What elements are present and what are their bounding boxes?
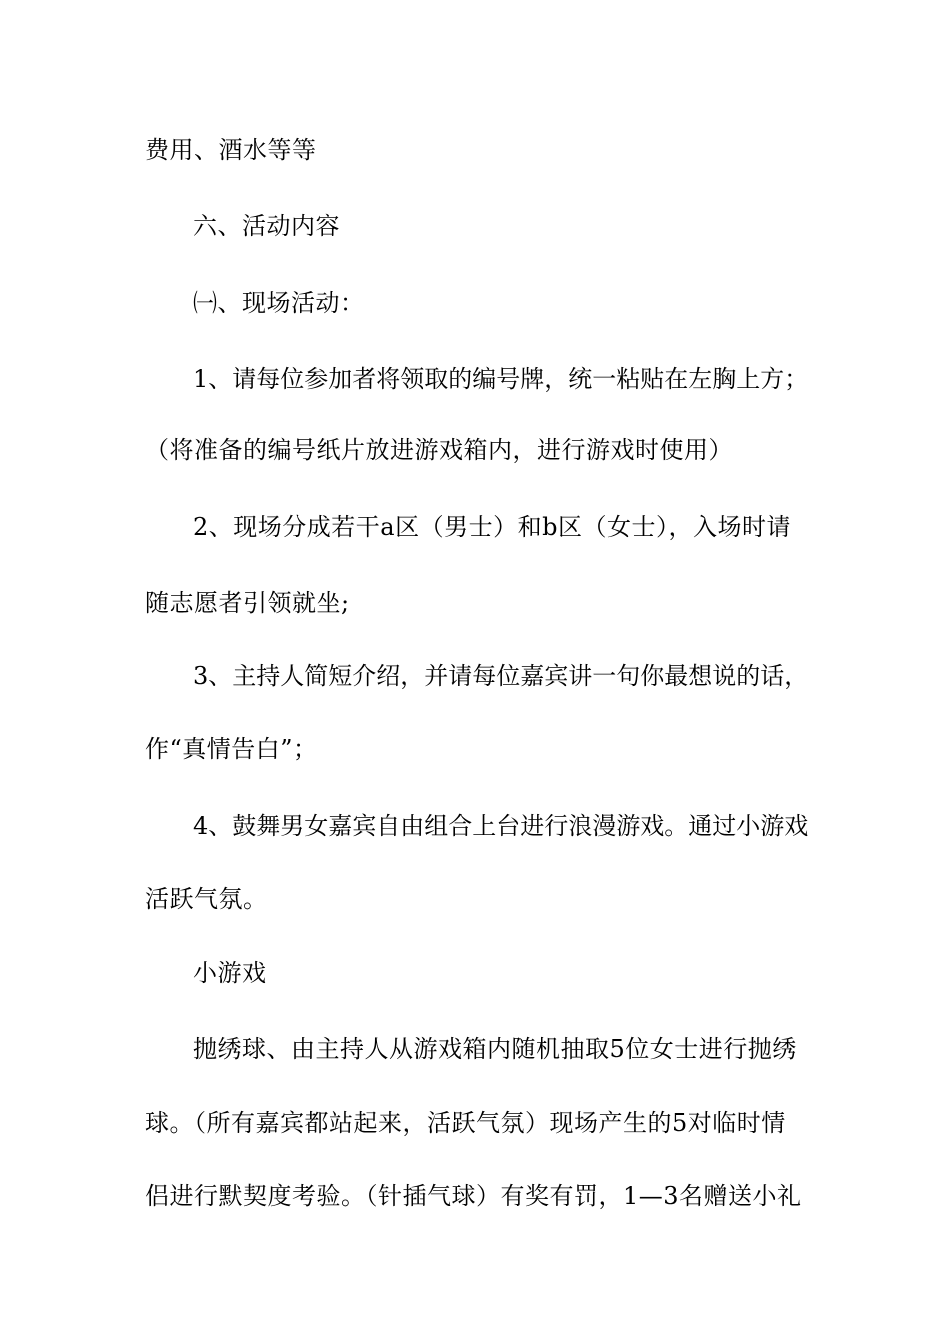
- subsection-heading-onsite-activity: ㈠、现场活动：: [193, 289, 365, 317]
- text-line-mini-game-2: 球。（所有嘉宾都站起来，活跃气氛）现场产生的5对临时情: [145, 1109, 786, 1137]
- subheading-mini-game: 小游戏: [193, 959, 267, 987]
- text-line-mini-game-1: 抛绣球、由主持人从游戏箱内随机抽取5位女士进行抛绣: [193, 1035, 797, 1063]
- text-line-item-1: 1、请每位参加者将领取的编号牌，统一粘贴在左胸上方；: [193, 365, 809, 393]
- text-line-item-3-cont: 作“真情告白”；: [145, 735, 318, 763]
- text-line-item-1-note: （将准备的编号纸片放进游戏箱内，进行游戏时使用）: [145, 436, 733, 464]
- section-heading-activity-content: 六、活动内容: [193, 212, 340, 240]
- text-line-mini-game-3: 侣进行默契度考验。（针插气球）有奖有罚，1—3名赠送小礼: [145, 1182, 802, 1210]
- text-line-item-4-cont: 活跃气氛。: [145, 885, 268, 913]
- text-line-item-2: 2、现场分成若干a区（男士）和b区（女士），入场时请: [193, 513, 791, 541]
- text-line-item-2-cont: 随志愿者引领就坐;: [145, 589, 350, 617]
- text-line-item-4: 4、鼓舞男女嘉宾自由组合上台进行浪漫游戏。通过小游戏: [193, 812, 809, 840]
- text-line-1: 费用、酒水等等: [145, 136, 317, 164]
- text-line-item-3: 3、主持人简短介绍，并请每位嘉宾讲一句你最想说的话，: [193, 662, 809, 690]
